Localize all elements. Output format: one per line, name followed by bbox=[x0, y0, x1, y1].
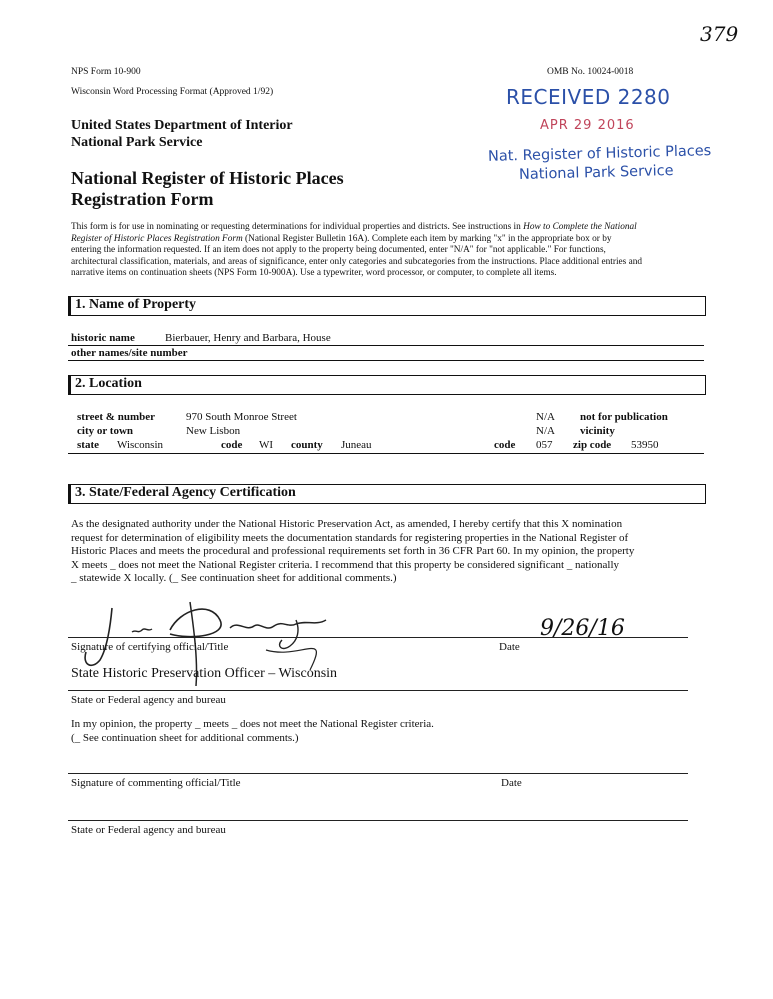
not-for-publication-label: not for publication bbox=[580, 411, 668, 423]
certification-text: X meets _ does not meet the National Register criteria. I recommend that this property be considered significant _ nationally bbox=[71, 558, 620, 571]
historic-name-value: Bierbauer, Henry and Barbara, House bbox=[165, 332, 331, 344]
intro-text: This form is for use in nominating or requesting determinations for individual properties and districts. See instructions in bbox=[71, 222, 524, 232]
agency-label: State or Federal agency and bureau bbox=[71, 694, 226, 706]
section2-header bbox=[68, 375, 706, 395]
divider bbox=[68, 345, 704, 346]
intro-text: narrative items on continuation sheets (NPS Form 10-900A). Use a typewriter, word processor, or computer, to complete all items. bbox=[71, 268, 557, 279]
intro-text: (National Register Bulletin 16A). Complete each item by marking "x" in the appropriate box or by bbox=[242, 233, 612, 244]
received-stamp: RECEIVED 2280 bbox=[506, 85, 671, 109]
agency2-label: State or Federal agency and bureau bbox=[71, 824, 226, 836]
section1-title: 1. Name of Property bbox=[75, 297, 197, 312]
section1-header bbox=[68, 296, 706, 316]
divider bbox=[68, 453, 704, 454]
section3-header bbox=[68, 484, 706, 504]
form-title-line1: National Register of Historic Places bbox=[71, 168, 344, 188]
historic-name-label: historic name bbox=[71, 332, 135, 344]
certification-text: As the designated authority under the National Historic Preservation Act, as amended, I hereby certify that this X nomination bbox=[71, 518, 623, 530]
county-label: county bbox=[291, 439, 323, 451]
county-code-value: 057 bbox=[536, 439, 553, 451]
agency2-line bbox=[68, 820, 688, 821]
other-names-label: other names/site number bbox=[71, 347, 188, 359]
intro-text: architectural classification, materials, and areas of significance, enter only categories and subcategories from the instructions. Place additional entries and bbox=[71, 256, 643, 267]
form-number: NPS Form 10-900 bbox=[71, 67, 141, 77]
zip-code-label: zip code bbox=[573, 439, 612, 451]
signer-title: State Historic Preservation Officer – Wisconsin bbox=[71, 666, 338, 681]
opinion-continuation: (_ See continuation sheet for additional comments.) bbox=[71, 732, 299, 744]
state-value: Wisconsin bbox=[117, 439, 163, 451]
date-label: Date bbox=[499, 641, 520, 653]
certification-text: _ statewide X locally. (_ See continuation sheet for additional comments.) bbox=[71, 572, 397, 585]
intro-text: entering the information requested. If an item does not apply to the property being documented, enter "N/A" for "not applicable." For functions, bbox=[71, 245, 606, 256]
city-na: N/A bbox=[536, 425, 555, 437]
county-value: Juneau bbox=[341, 439, 372, 451]
county-code-label: code bbox=[494, 439, 516, 451]
stamp-line1: Nat. Register of Historic Places bbox=[487, 143, 712, 165]
department: United States Department of Interior bbox=[71, 118, 293, 133]
service: National Park Service bbox=[71, 135, 203, 150]
vicinity-label: vicinity bbox=[580, 425, 615, 437]
intro-title-ref: Register of Historic Places Registration Form bbox=[71, 233, 243, 244]
signature-label: Signature of certifying official/Title bbox=[71, 641, 229, 653]
certification-paragraph bbox=[71, 518, 711, 586]
section3-title: 3. State/Federal Agency Certification bbox=[75, 485, 296, 500]
intro-paragraph bbox=[71, 222, 711, 280]
certification-text: request for determination of eligibility meets the documentation standards for registering properties in the National Register of bbox=[71, 531, 629, 544]
format-note: Wisconsin Word Processing Format (Approved 1/92) bbox=[71, 87, 274, 97]
signed-date: 9/26/16 bbox=[540, 616, 625, 641]
omb-number: OMB No. 10024-0018 bbox=[547, 67, 634, 77]
intro-title-ref: How to Complete the National bbox=[523, 222, 637, 232]
zip-code-value: 53950 bbox=[631, 439, 659, 451]
form-title-line2: Registration Form bbox=[71, 189, 214, 209]
city-value: New Lisbon bbox=[186, 425, 241, 437]
street-value: 970 South Monroe Street bbox=[186, 411, 297, 423]
stamp-date: APR 29 2016 bbox=[540, 118, 635, 133]
divider bbox=[68, 360, 704, 361]
agency-line bbox=[68, 690, 688, 691]
certification-text: Historic Places and meets the procedural and professional requirements set forth in 36 CFR Part 60. In my opinion, the property bbox=[71, 545, 635, 558]
signature2-label: Signature of commenting official/Title bbox=[71, 777, 241, 789]
state-label: state bbox=[77, 439, 99, 451]
state-code-value: WI bbox=[259, 439, 274, 451]
stamp-line2: National Park Service bbox=[518, 162, 674, 184]
street-label: street & number bbox=[77, 411, 155, 423]
page-number: 379 bbox=[700, 22, 739, 46]
city-label: city or town bbox=[77, 425, 134, 437]
date2-label: Date bbox=[501, 777, 522, 789]
section2-title: 2. Location bbox=[75, 376, 142, 391]
signature2-line bbox=[68, 773, 688, 774]
street-na: N/A bbox=[536, 411, 555, 423]
opinion-text: In my opinion, the property _ meets _ does not meet the National Register criteria. bbox=[71, 718, 434, 730]
state-code-label: code bbox=[221, 439, 243, 451]
